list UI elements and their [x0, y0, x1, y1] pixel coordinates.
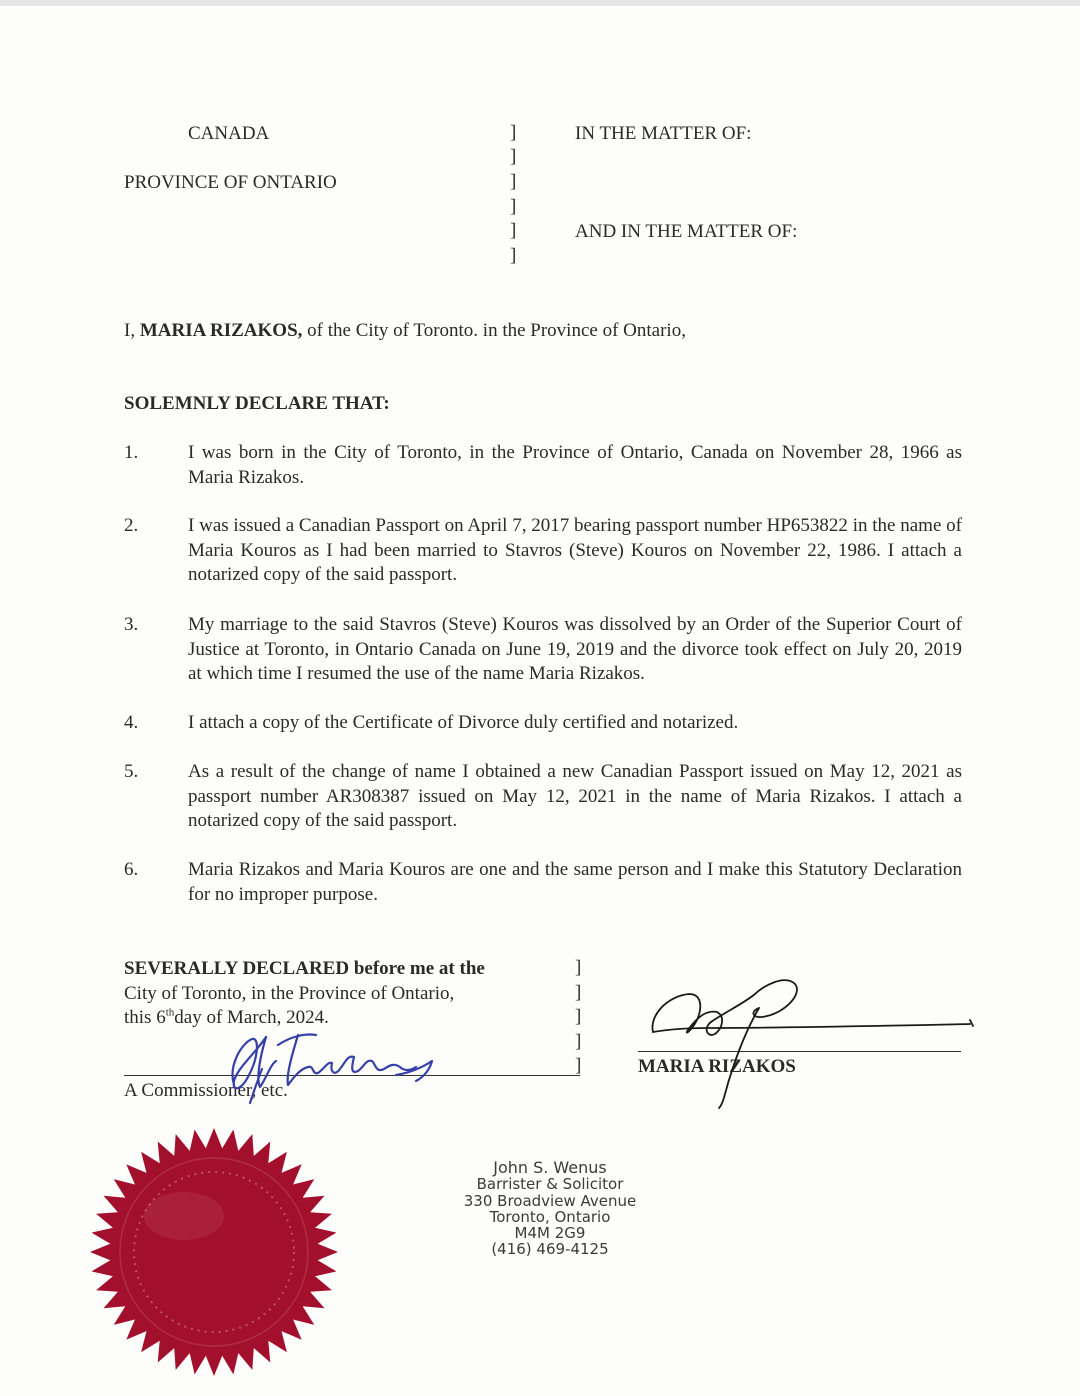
declarant-intro	[124, 319, 686, 343]
intro-residence: of the City of Toronto. in the Province of Ontario,	[307, 320, 686, 341]
lawyer-city: Toronto, Ontario	[489, 1208, 611, 1226]
matter-heading-1: IN THE MATTER OF:	[575, 123, 752, 144]
lawyer-name: John S. Wenus	[493, 1158, 607, 1177]
bracket: ]	[575, 982, 582, 1003]
declarant-signature	[645, 968, 980, 1113]
bracket: ]	[510, 196, 517, 217]
jurat-line-2: City of Toronto, in the Province of Ontario,	[124, 983, 455, 1004]
intro-prefix: I,	[124, 320, 136, 341]
jurat-date-suffix: th	[165, 1006, 175, 1019]
bracket: ]	[510, 245, 517, 266]
item-number: 3.	[124, 614, 139, 635]
item-number: 6.	[124, 859, 139, 880]
jurat-date-rest: day of March, 2024.	[174, 1007, 329, 1028]
lawyer-title: Barrister & Solicitor	[476, 1175, 624, 1193]
jurat-line-1: SEVERALLY DECLARED before me at the	[124, 958, 485, 979]
bracket: ]	[510, 171, 517, 192]
bracket: ]	[510, 122, 517, 143]
item-text: My marriage to the said Stavros (Steve) Kouros was dissolved by an Order of the Superior Court of Justice at Toronto, in Ontario Canada on June 19, 2019 and the divorce took effect on July 20, 2019 at which time I resumed the use of the name Maria Rizakos.	[188, 614, 962, 684]
commissioner-caption: A Commissioner, etc.	[124, 1080, 288, 1101]
bracket: ]	[575, 1006, 582, 1027]
lawyer-phone: (416) 469-4125	[491, 1240, 609, 1258]
seal-starburst	[90, 1128, 338, 1376]
jurisdiction-country: CANADA	[188, 123, 270, 144]
lawyer-postal: M4M 2G9	[514, 1224, 586, 1242]
item-text: I was issued a Canadian Passport on April 7, 2017 bearing passport number HP653822 in the name of Maria Kouros as I had been married to Stavros (Steve) Kouros on November 22, 1986. I attach a notarized copy of the said passport.	[188, 515, 962, 585]
bracket: ]	[575, 957, 582, 978]
item-number: 2.	[124, 515, 139, 536]
bracket: ]	[575, 1055, 582, 1076]
bracket: ]	[510, 146, 517, 167]
bracket: ]	[575, 1031, 582, 1052]
item-text: Maria Rizakos and Maria Kouros are one and the same person and I make this Statutory Declaration for no improper purpose.	[188, 859, 962, 905]
bracket: ]	[510, 220, 517, 241]
item-number: 4.	[124, 712, 139, 733]
lawyer-street: 330 Broadview Avenue	[463, 1192, 637, 1210]
jurat-date-prefix: this 6	[124, 1007, 166, 1028]
item-number: 5.	[124, 761, 139, 782]
item-text: I attach a copy of the Certificate of Divorce duly certified and notarized.	[188, 712, 739, 733]
declare-heading: SOLEMNLY DECLARE THAT:	[124, 393, 390, 414]
matter-heading-2: AND IN THE MATTER OF:	[575, 221, 798, 242]
scan-top-edge	[0, 0, 1080, 6]
notarial-seal	[88, 1126, 340, 1378]
item-text: As a result of the change of name I obtained a new Canadian Passport issued on May 12, 2021 as passport number AR308387 issued on May 12, 2021 in the name of Maria Rizakos. I attach a notarized copy of the said passport.	[188, 761, 962, 831]
seal-highlight	[144, 1192, 224, 1240]
item-text: I was born in the City of Toronto, in the Province of Ontario, Canada on November 28, 1966 as Maria Rizakos.	[188, 442, 962, 488]
commissioner-signature	[220, 1015, 450, 1110]
declarant-name-inline: MARIA RIZAKOS,	[139, 320, 303, 341]
item-number: 1.	[124, 442, 139, 463]
jurisdiction-province: PROVINCE OF ONTARIO	[124, 172, 337, 193]
declarant-name-caption: MARIA RIZAKOS	[638, 1056, 796, 1077]
